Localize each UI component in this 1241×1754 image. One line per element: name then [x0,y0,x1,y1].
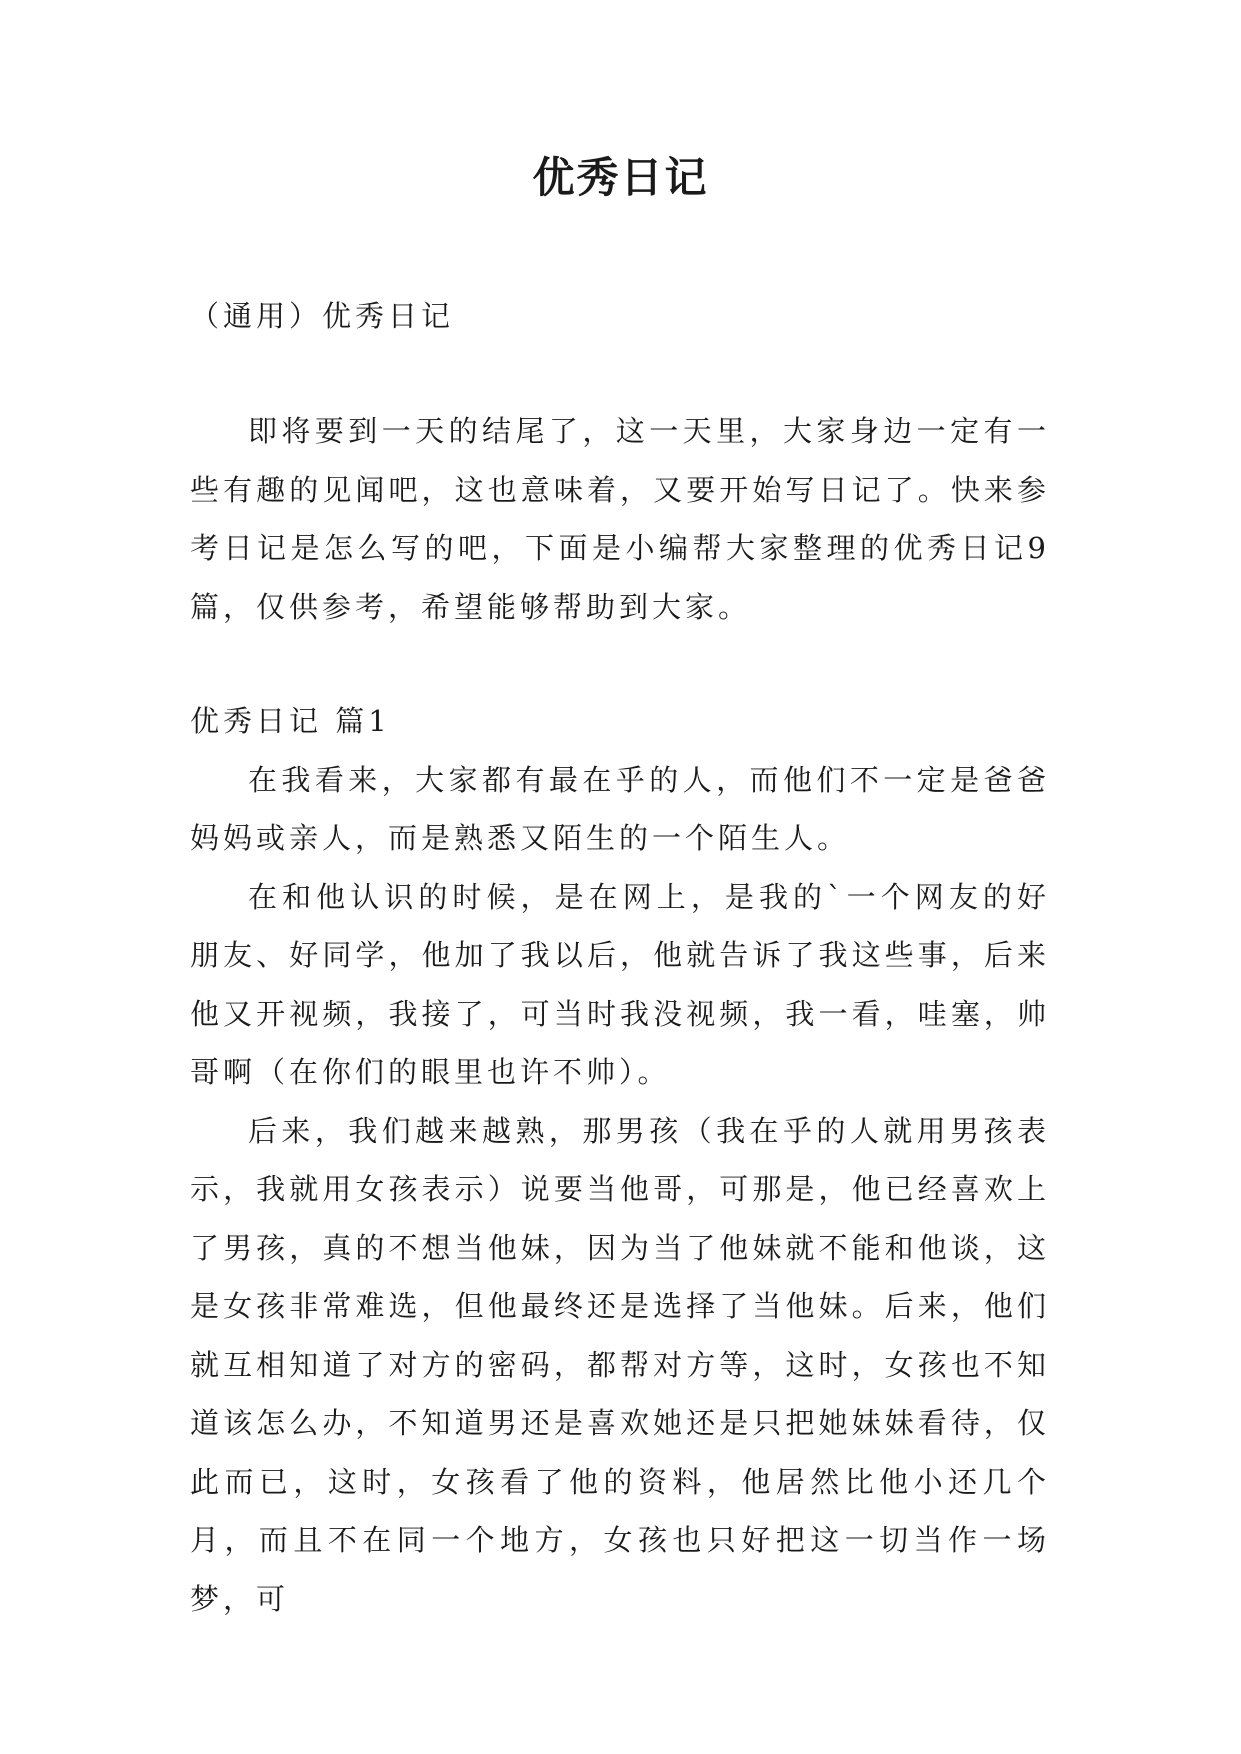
document-subtitle [190,287,1050,346]
intro-paragraph: 即将要到一天的结尾了，这一天里，大家身边一定有一些有趣的见闻吧，这也意味着，又要开始写日记了。快来参考日记是怎么写的吧，下面是小编帮大家整理的优秀日记9篇，仅供参考，希望能够帮助到大家。 [190,414,1050,624]
document-title: 优秀日记 [532,153,709,202]
section-heading: 优秀日记 篇1 [190,704,391,738]
subtitle-text: （通用）优秀日记 [190,299,455,333]
chapter-section [190,692,1050,1628]
body-paragraph: 在和他认识的时候，是在网上，是我的`一个网友的好朋友、好同学，他加了我以后，他就告诉了我这些事，后来他又开视频，我接了，可当时我没视频，我一看，哇塞，帅哥啊（在你们的眼里也许不帅）。 [190,879,1050,1089]
intro-section [190,402,1050,636]
body-paragraph: 后来，我们越来越熟，那男孩（我在乎的人就用男孩表示，我就用女孩表示）说要当他哥，可那是，他已经喜欢上了男孩，真的不想当他妹，因为当了他妹就不能和他谈，这是女孩非常难选，但他最终还是选择了当他妹。后来，他们就互相知道了对方的密码，都帮对方等，这时，女孩也不知道该怎么办，不知道男还是喜欢她还是只把她妹妹看待，仅此而已，这时，女孩看了他的资料，他居然比他小还几个月，而且不在同一个地方，女孩也只好把这一切当作一场梦，可 [190,1113,1050,1616]
body-paragraph: 在我看来，大家都有最在乎的人，而他们不一定是爸爸妈妈或亲人，而是熟悉又陌生的一个陌生人。 [190,762,1050,855]
